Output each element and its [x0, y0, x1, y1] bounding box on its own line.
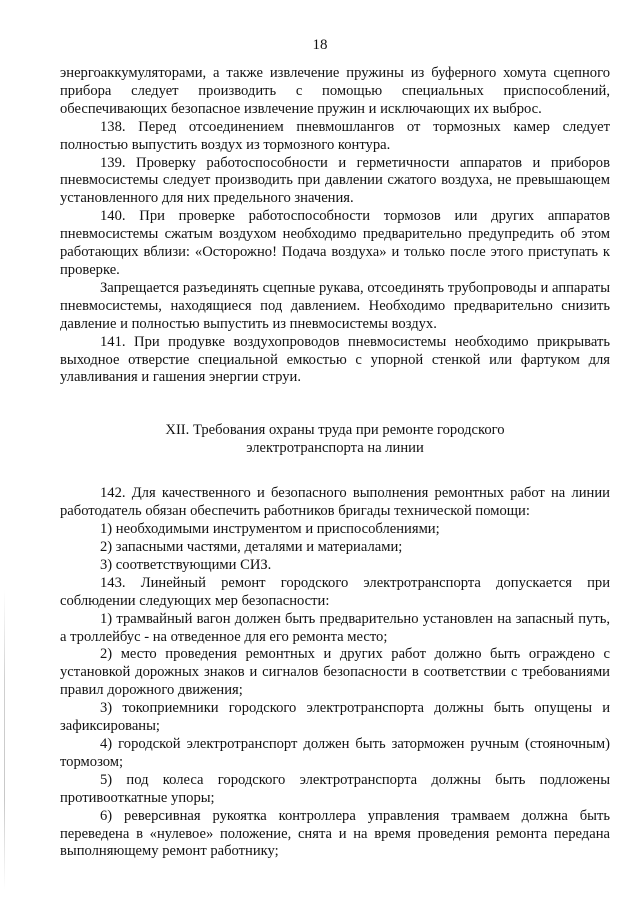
list-item-142-2: 2) запасными частями, деталями и материалами; [100, 539, 403, 556]
paragraph-142: 142. Для качественного и безопасного выполнения ремонтных работ на линии работодатель обязан обеспечить работников бригады технической помощи: [60, 485, 610, 520]
paragraph-141: 141. При продувке воздухопроводов пневмосистемы необходимо прикрывать выходное отверстие специальной емкостью с упорной стенкой или фартуком для улавливания и гашения энергии струи. [60, 333, 610, 386]
paragraph-140-prohibition: Запрещается разъединять сцепные рукава, отсоединять трубопроводы и аппараты пневмосистемы, находящиеся под давлением. Необходимо предварительно снизить давление и полностью выпустить из пневмосистемы воздух. [60, 279, 610, 332]
list-item-143-4: 4) городской электротранспорт должен быть заторможен ручным (стояночным) тормозом; [60, 736, 610, 770]
paragraph-140: 140. При проверке работоспособности тормозов или других аппаратов пневмосистемы сжатым воздухом необходимо предварительно предупредить об этом работающих вблизи: «Осторожно! Подача воздуха» и только после этого приступать к проверке. [60, 208, 610, 278]
paragraph-143: 143. Линейный ремонт городского электротранспорта допускается при соблюдении следующих мер безопасности: [60, 574, 610, 609]
section-heading [60, 421, 610, 457]
paragraph-continuation: энергоаккумуляторами, а также извлечение пружины из буферного хомута сцепного прибора следует производить с помощью специальных приспособлений, обеспечивающих безопасное извлечение пружин и исключающих их выброс. [60, 65, 610, 117]
list-item-143-1: 1) трамвайный вагон должен быть предварительно установлен на запасный путь, а троллейбус - на отведенное для его ремонта место; [60, 610, 610, 645]
list-item-143-5: 5) под колеса городского электротранспорта должны быть подложены противооткатные упоры; [60, 771, 610, 806]
list-item-143-2: 2) место проведения ремонтных и других работ должно быть ограждено с установкой дорожных знаков и сигналов безопасности в соответствии с требованиями правил дорожного движения; [60, 646, 610, 699]
document-body [60, 65, 610, 861]
list-item-143-3: 3) токоприемники городского электротранспорта должны быть опущены и зафиксированы; [60, 700, 610, 735]
list-item-142-3: 3) соответствующими СИЗ. [100, 556, 272, 573]
list-item-143-6: 6) реверсивная рукоятка контроллера управления трамваем должна быть переведена в «нулевое» положение, снята и на время проведения ремонта передана выполняющему ремонт работнику; [60, 807, 610, 860]
page-number: 18 [312, 37, 328, 53]
paragraph-138: 138. Перед отсоединением пневмошлангов от тормозных камер следует полностью выпустить воздух из тормозного контура. [60, 118, 610, 153]
list-item-142-1: 1) необходимыми инструментом и приспособлениями; [100, 521, 440, 538]
scan-edge-mark [4, 590, 5, 890]
paragraph-139: 139. Проверку работоспособности и герметичности аппаратов и приборов пневмосистемы следует производить при давлении сжатого воздуха, не превышающем установленного для них предельного значения. [60, 154, 610, 207]
section-heading-line-2: электротранспорта на линии [246, 440, 424, 457]
section-heading-line-1: XII. Требования охраны труда при ремонте городского [165, 422, 505, 439]
